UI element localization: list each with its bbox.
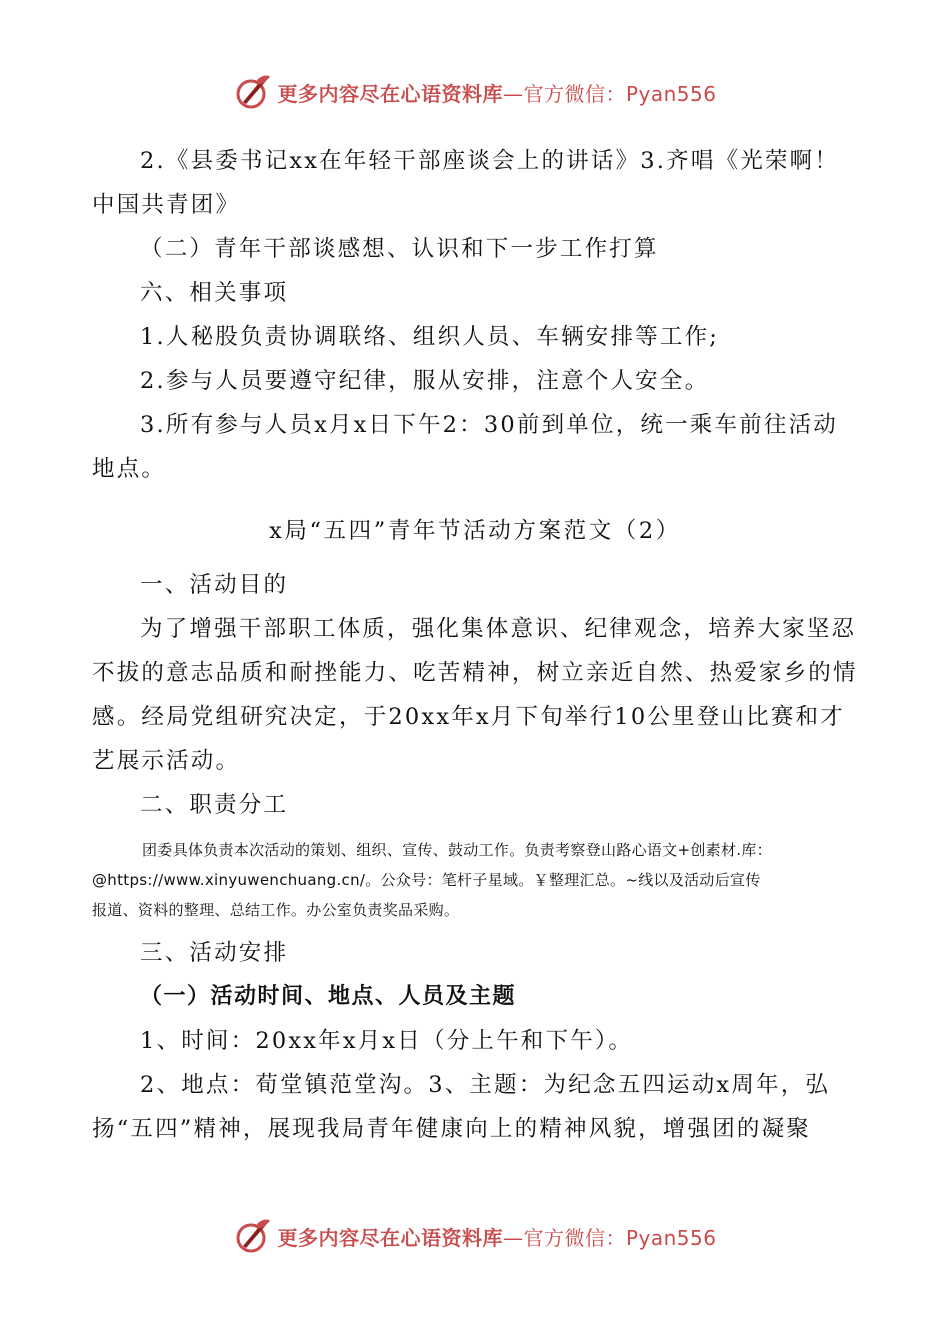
section-heading: 一、活动目的 bbox=[140, 572, 289, 598]
paragraph: 2、地点：荀堂镇范堂沟。3、主题：为纪念五四运动x周年，弘扬“五四”精神，展现我局青年健康向上的精神风貌，增强团的凝聚 bbox=[92, 1072, 831, 1142]
quill-seal-icon bbox=[233, 72, 273, 112]
paragraph: 3.所有参与人员x月x日下午2：30前到单位，统一乘车前往活动地点。 bbox=[92, 412, 838, 482]
subsection-heading: （一）活动时间、地点、人员及主题 bbox=[140, 984, 517, 1009]
paragraph: 为了增强干部职工体质，强化集体意识、纪律观念，培养大家坚忍不拔的意志品质和耐挫能力、吃苦精神，树立亲近自然、热爱家乡的情感。经局党组研究决定，于20xx年x月下旬举行10公里登山比赛和才艺展示活动。 bbox=[92, 616, 858, 774]
small-print-line: 团委具体负责本次活动的策划、组织、宣传、鼓动工作。负责考察登山路心语文+创素材.库： bbox=[142, 841, 772, 859]
watermark-main: 更多内容尽在心语资料库 bbox=[277, 81, 503, 106]
small-print-line: @https://www.xinyuwenchuang.cn/。公众号：笔杆子星域。￥整理汇总。~线以及活动后宣传 bbox=[92, 871, 761, 889]
small-print-line: 报道、资料的整理、总结工作。办公室负责奖品采购。 bbox=[92, 901, 460, 919]
watermark-text bbox=[277, 78, 716, 107]
paragraph: 1、时间：20xx年x月x日（分上午和下午）。 bbox=[140, 1028, 634, 1054]
watermark-sub: —官方微信：Pyan556 bbox=[502, 1225, 717, 1250]
paragraph: 2.《县委书记xx在年轻干部座谈会上的讲话》3.齐唱《光荣啊！中国共青团》 bbox=[92, 148, 840, 218]
header-watermark bbox=[0, 70, 950, 114]
section-heading: 六、相关事项 bbox=[140, 280, 289, 306]
paragraph: 2.参与人员要遵守纪律，服从安排，注意个人安全。 bbox=[140, 368, 710, 394]
document-title: x局“五四”青年节活动方案范文（2） bbox=[269, 518, 681, 544]
section-heading: 三、活动安排 bbox=[140, 940, 289, 966]
footer-watermark bbox=[0, 1214, 950, 1258]
document-body bbox=[92, 139, 858, 1151]
paragraph: （二）青年干部谈感想、认识和下一步工作打算 bbox=[140, 236, 659, 262]
watermark-main: 更多内容尽在心语资料库 bbox=[277, 1225, 503, 1250]
quill-seal-icon bbox=[233, 1216, 273, 1256]
paragraph: 1.人秘股负责协调联络、组织人员、车辆安排等工作; bbox=[140, 324, 720, 350]
small-print-paragraph bbox=[92, 835, 858, 925]
watermark-text bbox=[277, 1222, 716, 1251]
watermark-sub: —官方微信：Pyan556 bbox=[502, 81, 717, 106]
section-heading: 二、职责分工 bbox=[140, 792, 289, 818]
